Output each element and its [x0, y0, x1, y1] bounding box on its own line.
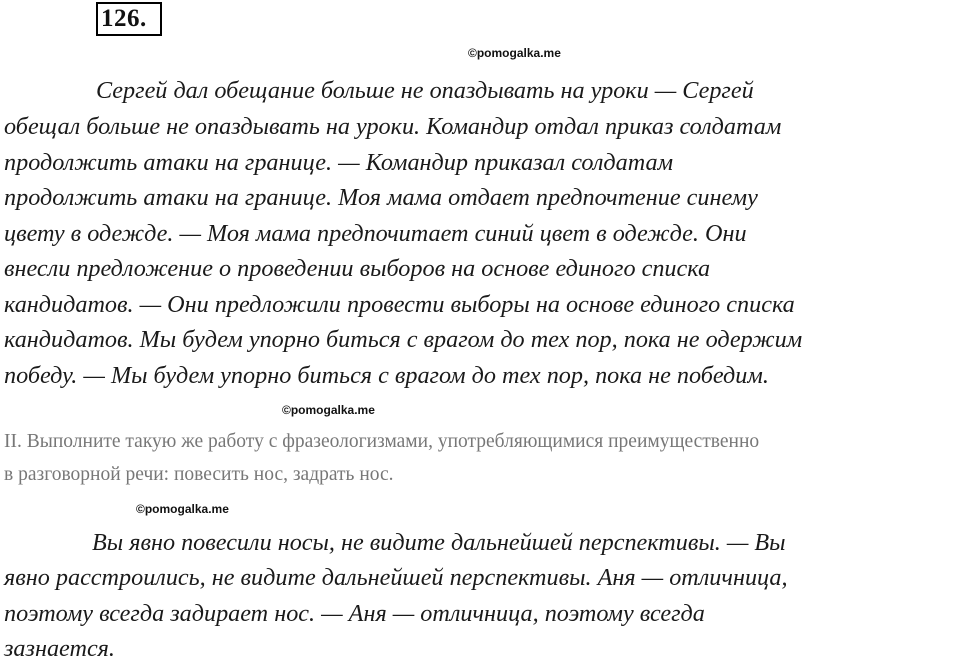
paragraph1-line: внесли предложение о проведении выборов на основе единого списка — [4, 255, 711, 282]
task-line: II. Выполните такую же работу с фразеологизмами, употребляющимися преимущественно — [4, 431, 760, 452]
paragraph2-line: явно расстроились, не видите дальнейшей перспективы. Аня — отличница, — [4, 564, 788, 591]
paragraph1-line: кандидатов. Мы будем упорно биться с врагом до тех пор, пока не одержим — [4, 326, 803, 353]
exercise-number: 126. — [96, 2, 162, 36]
watermark-bottom: ©pomogalka.me — [136, 502, 229, 516]
paragraph1-line: продолжить атаки на границе. — Командир приказал солдатам — [4, 149, 674, 176]
paragraph2-line: зазнается. — [4, 635, 115, 662]
paragraph2-line: Вы явно повесили носы, не видите дальнейшей перспективы. — Вы — [92, 529, 786, 556]
paragraph1-line: победу. — Мы будем упорно биться с врагом до тех пор, пока не победим. — [4, 362, 769, 389]
paragraph1-line: Сергей дал обещание больше не опаздывать на уроки — Сергей — [96, 77, 754, 104]
paragraph1-line: обещал больше не опаздывать на уроки. Командир отдал приказ солдатам — [4, 113, 782, 140]
watermark-middle: ©pomogalka.me — [282, 403, 375, 417]
paragraph2-line: поэтому всегда задирает нос. — Аня — отличница, поэтому всегда — [4, 600, 705, 627]
paragraph1-line: кандидатов. — Они предложили провести выборы на основе единого списка — [4, 291, 795, 318]
task-line: в разговорной речи: повесить нос, задрать нос. — [4, 464, 394, 485]
watermark-top: ©pomogalka.me — [468, 46, 561, 60]
paragraph1-line: цвету в одежде. — Моя мама предпочитает синий цвет в одежде. Они — [4, 220, 747, 247]
paragraph1-line: продолжить атаки на границе. Моя мама отдает предпочтение синему — [4, 184, 758, 211]
